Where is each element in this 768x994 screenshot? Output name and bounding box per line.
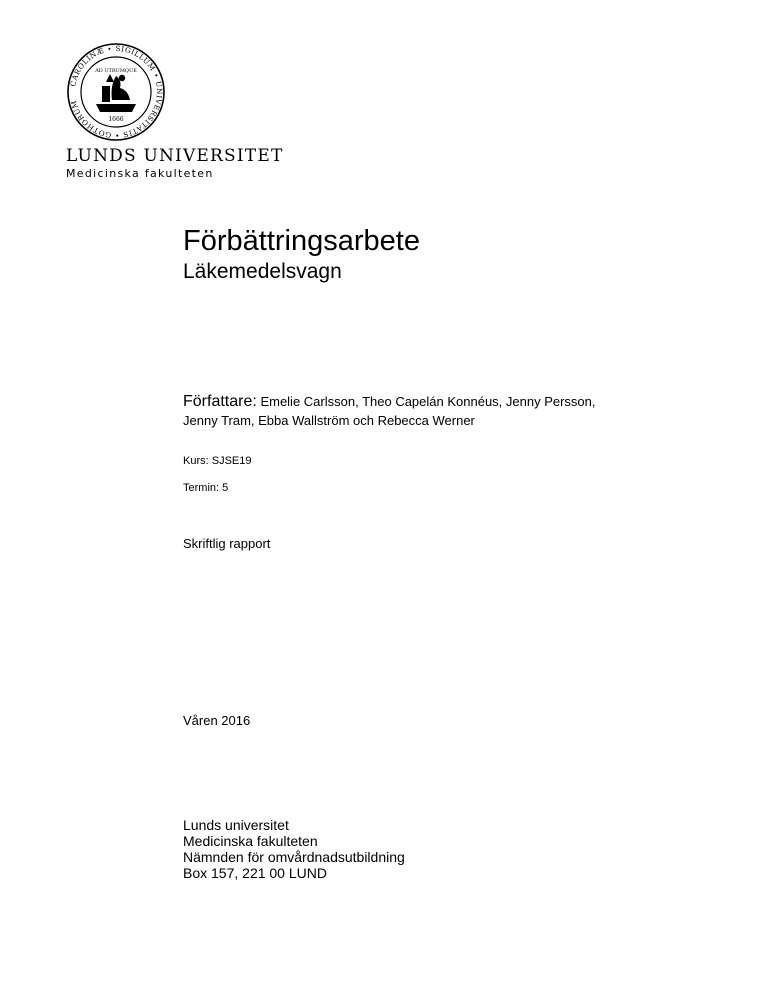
authors-label: Författare: — [183, 393, 257, 410]
authors-line-2: Jenny Tram, Ebba Wallström och Rebecca Werner — [183, 413, 475, 428]
address-block — [183, 817, 405, 881]
address-line-3: Nämnden för omvårdnadsutbildning — [183, 849, 405, 865]
semester: Våren 2016 — [183, 713, 251, 728]
university-seal-icon — [66, 42, 166, 142]
document-title: Förbättringsarbete — [183, 225, 420, 257]
faculty-name: Medicinska fakulteten — [66, 167, 214, 180]
address-line-4: Box 157, 221 00 LUND — [183, 865, 327, 881]
svg-text:1666: 1666 — [108, 116, 124, 123]
university-name: LUNDS UNIVERSITET — [66, 146, 284, 166]
term: Termin: 5 — [183, 482, 229, 494]
authors-block — [183, 392, 703, 430]
document-subtitle: Läkemedelsvagn — [183, 260, 342, 283]
title-block — [183, 224, 703, 286]
university-logo — [66, 42, 296, 180]
address-line-1: Lunds universitet — [183, 817, 289, 833]
report-type: Skriftlig rapport — [183, 536, 271, 551]
address-line-2: Medicinska fakulteten — [183, 833, 318, 849]
svg-text:AD UTRUMQUE: AD UTRUMQUE — [95, 68, 137, 74]
authors-line-1: Emelie Carlsson, Theo Capelán Konnéus, Jenny Persson, — [260, 394, 596, 409]
course-code: Kurs: SJSE19 — [183, 455, 252, 467]
svg-text:CAROLINÆ • SIGILLUM • UNIVERSI: CAROLINÆ • SIGILLUM • UNIVERSITATIS • GOTHORUM — [68, 43, 165, 141]
